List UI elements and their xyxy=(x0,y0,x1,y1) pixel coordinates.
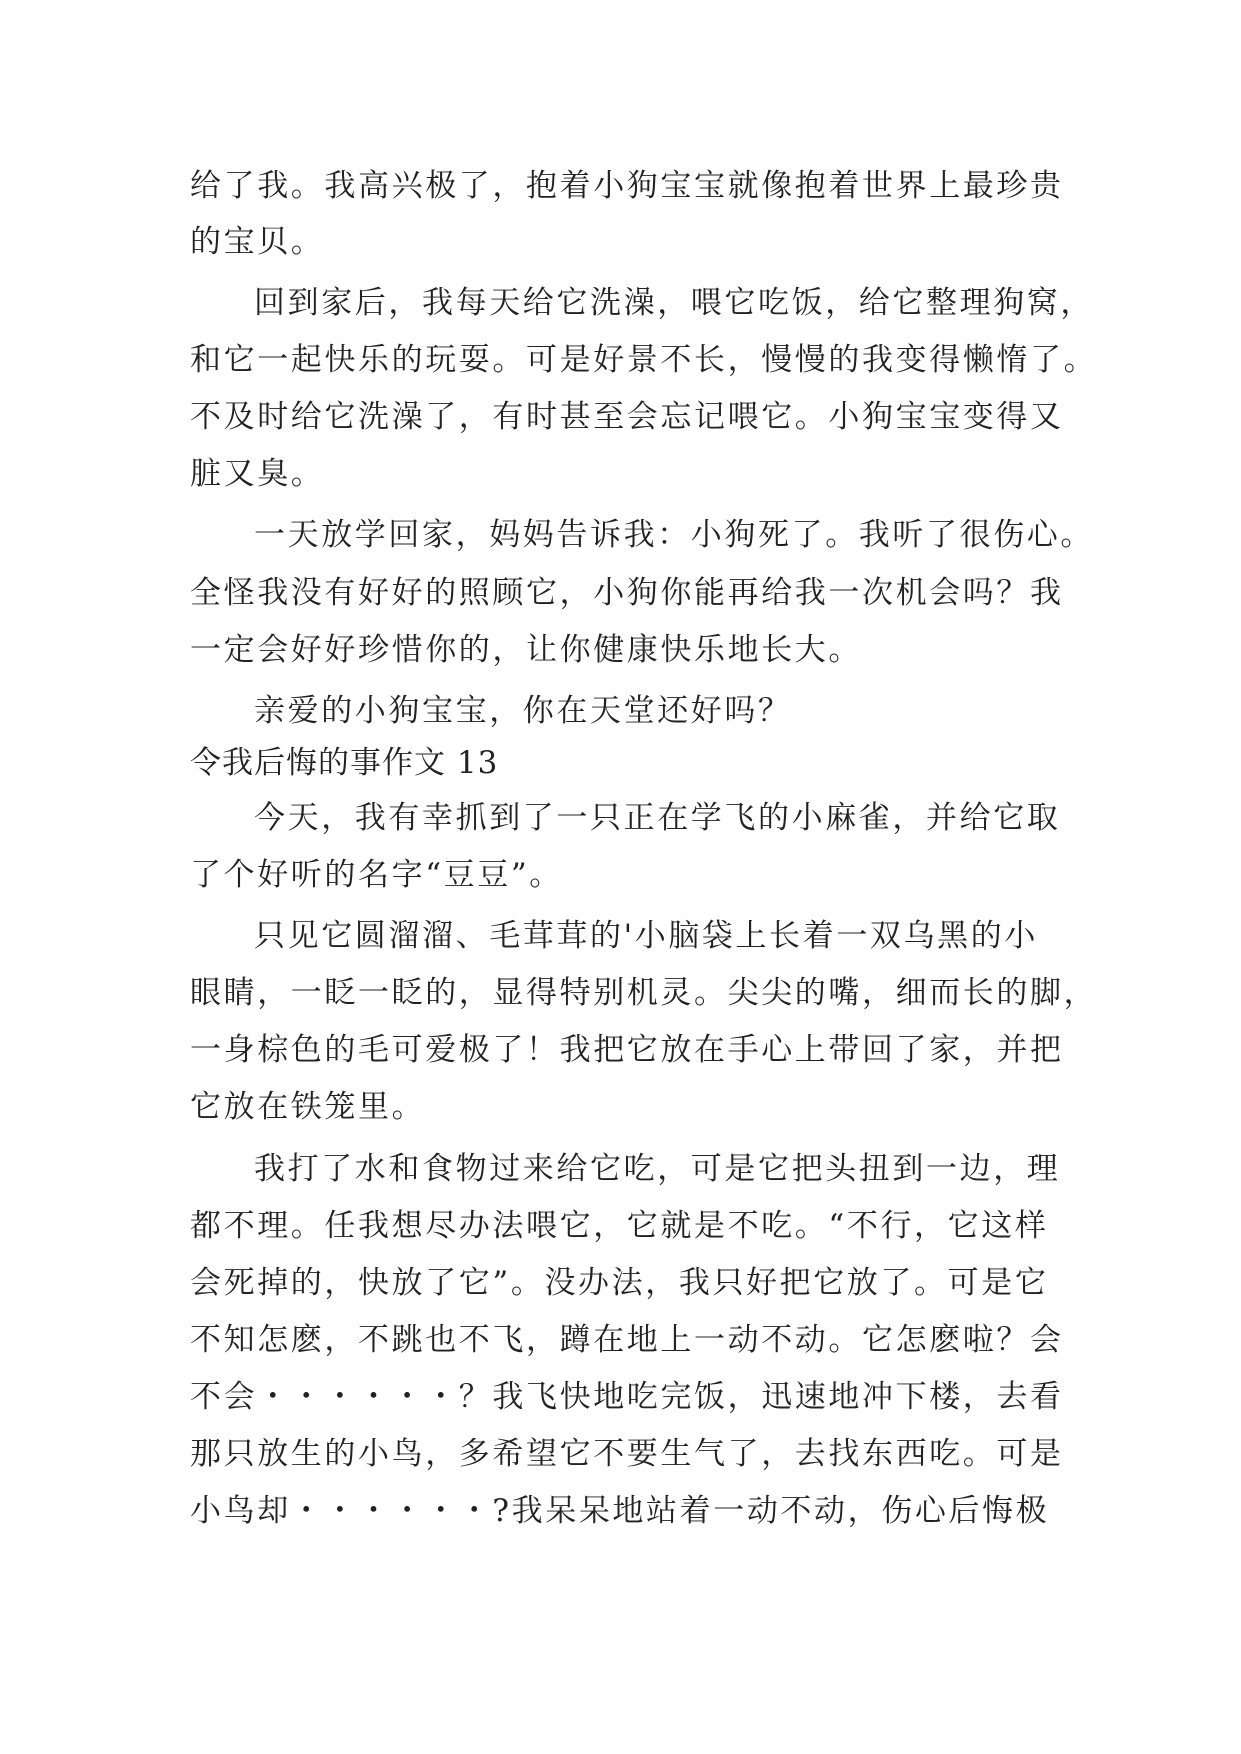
text-line-6: 脏又臭。 xyxy=(190,456,325,492)
paragraph-line-18: 我打了水和食物过来给它吃，可是它把头扭到一边，理 xyxy=(254,1151,1061,1187)
text-line-20: 会死掉的，快放了它”。没办法，我只好把它放了。可是它 xyxy=(190,1265,1049,1301)
text-line-2: 的宝贝。 xyxy=(190,224,325,260)
paragraph-line-10: 亲爱的小狗宝宝，你在天堂还好吗？ xyxy=(254,693,792,729)
text-line-21: 不知怎麽，不跳也不飞，蹲在地上一动不动。它怎麽啦？会 xyxy=(190,1322,1064,1358)
paragraph-line-14: 只见它圆溜溜、毛茸茸的'小脑袋上长着一双乌黑的小 xyxy=(254,918,1038,954)
paragraph-line-12: 今天，我有幸抓到了一只正在学飞的小麻雀，并给它取 xyxy=(254,800,1061,836)
text-line-22: 不会・・・・・・？我飞快地吃完饭，迅速地冲下楼，去看 xyxy=(190,1379,1064,1415)
text-line-15: 眼睛，一眨一眨的，显得特别机灵。尖尖的嘴，细而长的脚， xyxy=(190,975,1098,1011)
text-line-1: 给了我。我高兴极了，抱着小狗宝宝就像抱着世界上最珍贵 xyxy=(190,168,1064,204)
text-line-24: 小鸟却・・・・・・?我呆呆地站着一动不动，伤心后悔极 xyxy=(190,1493,1050,1529)
text-line-17: 它放在铁笼里。 xyxy=(190,1089,426,1125)
text-line-8: 全怪我没有好好的照顾它，小狗你能再给我一次机会吗？我 xyxy=(190,575,1064,611)
text-line-23: 那只放生的小鸟，多希望它不要生气了，去找东西吃。可是 xyxy=(190,1436,1064,1472)
text-line-4: 和它一起快乐的玩耍。可是好景不长，慢慢的我变得懒惰了。 xyxy=(190,342,1098,378)
paragraph-line-3: 回到家后，我每天给它洗澡，喂它吃饭，给它整理狗窝， xyxy=(254,285,1094,321)
text-line-9: 一定会好好珍惜你的，让你健康快乐地长大。 xyxy=(190,632,862,668)
text-line-13: 了个好听的名字“豆豆”。 xyxy=(190,857,563,893)
text-line-19: 都不理。任我想尽办法喂它，它就是不吃。“不行，它这样 xyxy=(190,1208,1049,1244)
section-title: 令我后悔的事作文 13 xyxy=(190,745,499,781)
paragraph-line-7: 一天放学回家，妈妈告诉我：小狗死了。我听了很伤心。 xyxy=(254,517,1094,553)
text-line-5: 不及时给它洗澡了，有时甚至会忘记喂它。小狗宝宝变得又 xyxy=(190,399,1064,435)
text-line-16: 一身棕色的毛可爱极了！我把它放在手心上带回了家，并把 xyxy=(190,1032,1064,1068)
